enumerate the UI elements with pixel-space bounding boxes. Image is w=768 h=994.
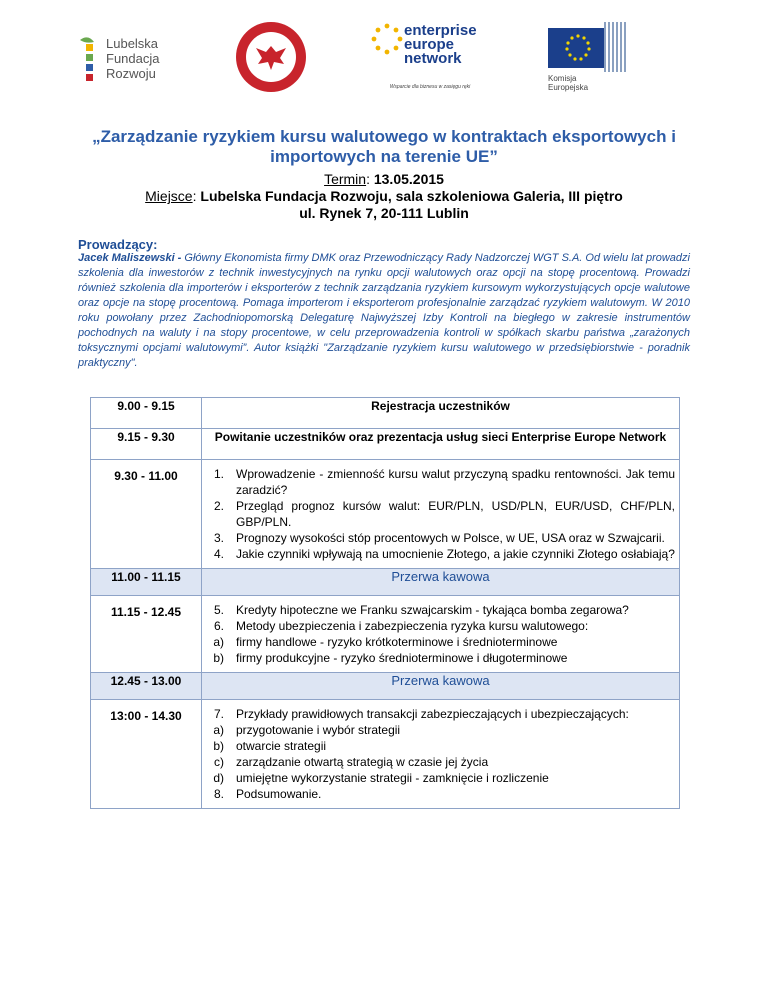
agenda-activity: Przerwa kawowa [202,569,680,596]
agenda-row [91,398,680,429]
agenda-list [202,700,679,808]
miejsce-line: Miejsce: Lubelska Fundacja Rozwoju, sala szkoleniowa Galeria, III piętro [145,188,623,204]
agenda-time: 9.00 - 9.15 [91,398,202,429]
list-item: 2. Przegląd prognoz kursów walut: EUR/PLN, USD/PLN, EUR/USD, CHF/PLN, GBP/PLN. [213,499,675,529]
list-item: 7. Przykłady prawidłowych transakcji zabezpieczających i ubezpieczających: [213,707,629,721]
agenda-list [202,460,679,568]
list-item: a) firmy handlowe - ryzyko krótkoterminowe i średnioterminowe [213,635,558,649]
seal-logo [236,22,306,92]
agenda-time: 9.15 - 9.30 [91,429,202,460]
lfr-logo [78,34,188,90]
lfr-line2: Fundacja [106,51,160,66]
een-logo [370,18,490,96]
een-line2: europe [404,36,455,53]
lfr-leaf-icon [78,34,100,90]
ec-line2: Europejska [548,83,589,92]
miejsce-address: ul. Rynek 7, 20-111 Lublin [299,205,469,221]
lfr-line1: Lubelska [106,36,159,51]
list-item: 3. Prognozy wysokości stóp procentowych w Polsce, w UE, USA oraz w Szwajcarii. [213,531,665,545]
agenda-activity: Przerwa kawowa [202,673,680,700]
list-item: d) umiejętne wykorzystanie strategii - zamknięcie i rozliczenie [213,771,549,785]
ec-logo [548,22,628,96]
agenda-activity: Powitanie uczestników oraz prezentacja usług sieci Enterprise Europe Network [202,429,680,460]
list-item: 6. Metody ubezpieczenia i zabezpieczenia ryzyka kursu walutowego: [213,619,589,633]
building-icon [604,22,626,72]
list-item: a) przygotowanie i wybór strategii [213,723,401,737]
logo-bar [0,18,768,98]
termin-label: Termin [324,171,367,187]
lead-name: Jacek Maliszewski - [78,252,182,264]
agenda-list [202,596,679,672]
een-tagline: Wsparcie dla biznesu w zasięgu ręki [389,84,471,90]
termin-line: Termin: 13.05.2015 [324,171,444,187]
lead-bio [78,251,690,371]
agenda-activity: Rejestracja uczestników [202,398,680,429]
stars-icon [370,22,404,56]
agenda-row [91,460,680,569]
list-item: 4. Jakie czynniki wpływają na umocnienie Złotego, a jakie czynniki Złotego osłabiają? [213,547,675,561]
list-item: 1. Wprowadzenie - zmienność kursu walut przyczyną spadku rentowności. Jak temu zaradzić? [213,467,675,497]
list-item: 5. Kredyty hipoteczne we Franku szwajcarskim - tykająca bomba zegarowa? [213,603,629,617]
agenda-row [91,429,680,460]
agenda-row [91,596,680,673]
agenda-time: 11.00 - 11.15 [91,569,202,596]
page-title: „Zarządzanie ryzykiem kursu walutowego w kontraktach eksportowych i importowych na terenie UE” [92,127,676,166]
eu-flag-icon [548,28,608,68]
eagle-icon [254,42,288,72]
list-item: b) firmy produkcyjne - ryzyko średnioterminowe i długoterminowe [213,651,568,665]
lead-heading: Prowadzący: [78,237,158,252]
agenda-row-break [91,569,680,596]
agenda-table [90,397,680,809]
agenda-time: 13:00 - 14.30 [110,709,182,723]
agenda-time: 12.45 - 13.00 [91,673,202,700]
agenda-time: 11.15 - 12.45 [110,605,182,619]
een-line3: network [404,50,462,67]
termin-value: 13.05.2015 [373,171,444,187]
lead-bio-text: Główny Ekonomista firmy DMK oraz Przewodniczący Rady Nadzorczej WGT S.A. Od wielu lat prowadzi szkolenia dla inwestorów z technik inwestycyjnych na rynku opcji walutowych oraz opcji na stopę procentową. Prowadzi również szkolenia dla importerów i eksporterów z technik zarządzania ryzykiem kursowym wykorzystujących opcje walutowe oraz opcje na stopę procentową. Pomaga importerom i eksporterom profesjonalnie zarządzać ryzykiem walutowym. W 2010 roku powołany przez Zachodniopomorską Delegaturę Najwyższej Izby Kontroli na biegłego w zakresie instrumentów pochodnych na waluty i na stopy procentowe, w celu przeprowadzenia kontroli w spółkach skarbu państwa „zarażonych toksycznymi opcjami walutowymi”. Autor książki "Zarządzanie ryzykiem kursu walutowego w przedsiębiorstwie - poradnik praktyczny". [78,252,690,369]
miejsce-label: Miejsce [145,188,193,204]
agenda-row-break [91,673,680,700]
een-line1: enterprise [404,22,477,39]
agenda-time: 9.30 - 11.00 [114,469,178,483]
ec-line1: Komisja [548,74,577,83]
lfr-line3: Rozwoju [106,66,156,81]
agenda-row [91,700,680,809]
miejsce-value: Lubelska Fundacja Rozwoju, sala szkoleniowa Galeria, III piętro [200,188,623,204]
list-item: b) otwarcie strategii [213,739,327,753]
list-item: c) zarządzanie otwartą strategią w czasie jej życia [214,755,489,769]
list-item: 8. Podsumowanie. [213,787,322,801]
